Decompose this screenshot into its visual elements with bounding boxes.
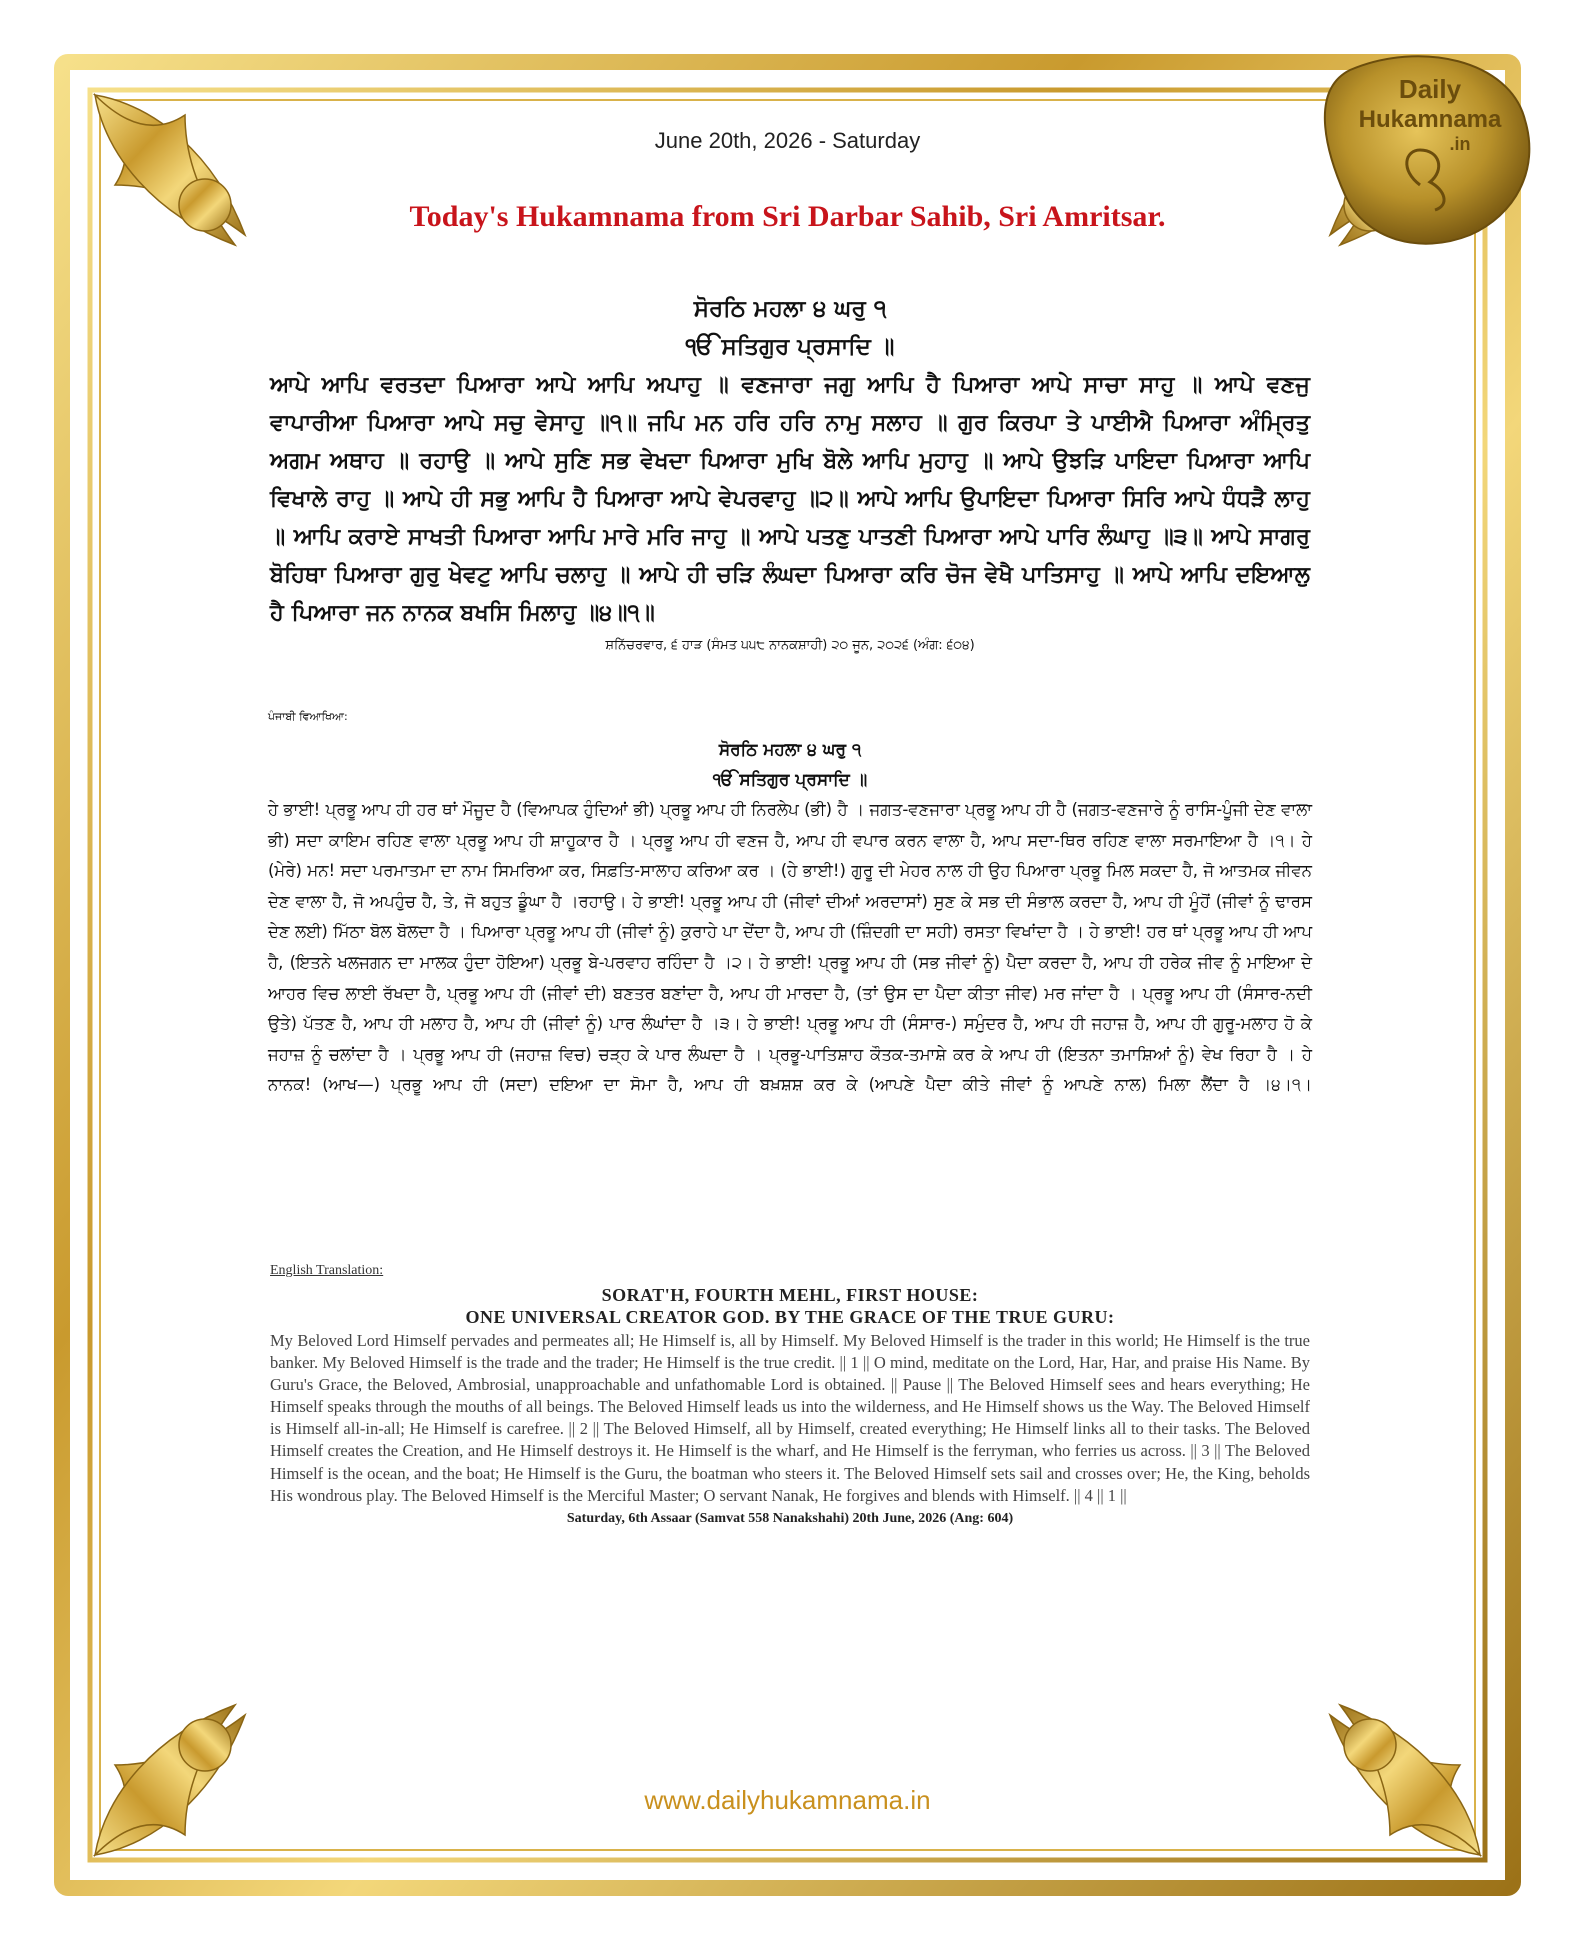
- gurbani-heading-raag: ਸੋਰਠਿ ਮਹਲਾ ੪ ਘਰੁ ੧: [693, 296, 887, 322]
- punjabi-heading-raag: ਸੋਰਠਿ ਮਹਲਾ ੪ ਘਰੁ ੧: [718, 740, 862, 760]
- punjabi-heading-mool: ੴ ਸਤਿਗੁਰ ਪ੍ਰਸਾਦਿ ॥: [712, 770, 868, 790]
- logo-text-in: .in: [1449, 134, 1471, 154]
- english-date-footer: Saturday, 6th Assaar (Samvat 558 Nanakshahi) 20th June, 2026 (Ang: 604): [566, 1510, 1014, 1526]
- punjabi-explanation-label: ਪੰਜਾਬੀ ਵਿਆਖਿਆ:: [268, 710, 348, 723]
- logo-text-daily: Daily: [1398, 74, 1462, 104]
- gurbani-section: [270, 290, 1310, 656]
- english-heading-raag: SORAT'H, FOURTH MEHL, FIRST HOUSE:: [601, 1285, 979, 1305]
- english-translation-text: My Beloved Lord Himself pervades and permeates all; He Himself is, all by Himself. My Beloved Himself is the trader in this world; He Himself is the true banker. My Beloved Himself is the trade and the trader; He Himself is the true credit. || 1 || O mind, meditate on the Lord, Har, Har, and praise His Name. By Guru's Grace, the Beloved, Ambrosial, unapproachable and unfathomable Lord is obtained. || Pause || The Beloved Himself sees and hears everything; He Himself speaks through the mouths of all beings. The Beloved Himself leads us into the wilderness, and He Himself shows us the Way. The Beloved Himself is Himself all-in-all; He Himself is carefree. || 2 || The Beloved Himself, all by Himself, created everything; He Himself links all to their tasks. The Beloved Himself creates the Creation, and He Himself destroys it. He Himself is the wharf, and He Himself is the ferryman, who ferries us across. || 3 || The Beloved Himself is the ocean, and the boat; He Himself is the Guru, the boatman who steers it. The Beloved Himself sets sail and crosses over; He, the King, beholds His wondrous play. The Beloved Himself is the Merciful Master; O servant Nanak, He forgives and blends with Himself. || 4 || 1 ||: [270, 1331, 1310, 1505]
- gurbani-text: ਆਪੇ ਆਪਿ ਵਰਤਦਾ ਪਿਆਰਾ ਆਪੇ ਆਪਿ ਅਪਾਹੁ ॥ ਵਣਜਾਰਾ ਜਗੁ ਆਪਿ ਹੈ ਪਿਆਰਾ ਆਪੇ ਸਾਚਾ ਸਾਹੁ ॥ ਆਪੇ ਵਣਜੁ ਵਾਪਾਰੀਆ ਪਿਆਰਾ ਆਪੇ ਸਚੁ ਵੇਸਾਹੁ ॥੧॥ ਜਪਿ ਮਨ ਹਰਿ ਹਰਿ ਨਾਮੁ ਸਲਾਹ ॥ ਗੁਰ ਕਿਰਪਾ ਤੇ ਪਾਈਐ ਪਿਆਰਾ ਅੰਮ੍ਰਿਤੁ ਅਗਮ ਅਥਾਹ ॥ ਰਹਾਉ ॥ ਆਪੇ ਸੁਣਿ ਸਭ ਵੇਖਦਾ ਪਿਆਰਾ ਮੁਖਿ ਬੋਲੇ ਆਪਿ ਮੁਹਾਹੁ ॥ ਆਪੇ ਉਝੜਿ ਪਾਇਦਾ ਪਿਆਰਾ ਆਪਿ ਵਿਖਾਲੇ ਰਾਹੁ ॥ ਆਪੇ ਹੀ ਸਭੁ ਆਪਿ ਹੈ ਪਿਆਰਾ ਆਪੇ ਵੇਪਰਵਾਹੁ ॥੨॥ ਆਪੇ ਆਪਿ ਉਪਾਇਦਾ ਪਿਆਰਾ ਸਿਰਿ ਆਪੇ ਧੰਧੜੈ ਲਾਹੁ ॥ ਆਪਿ ਕਰਾਏ ਸਾਖਤੀ ਪਿਆਰਾ ਆਪਿ ਮਾਰੇ ਮਰਿ ਜਾਹੁ ॥ ਆਪੇ ਪਤਣੁ ਪਾਤਣੀ ਪਿਆਰਾ ਆਪੇ ਪਾਰਿ ਲੰਘਾਹੁ ॥੩॥ ਆਪੇ ਸਾਗਰੁ ਬੋਹਿਥਾ ਪਿਆਰਾ ਗੁਰੁ ਖੇਵਟੁ ਆਪਿ ਚਲਾਹੁ ॥ ਆਪੇ ਹੀ ਚੜਿ ਲੰਘਦਾ ਪਿਆਰਾ ਕਰਿ ਚੋਜ ਵੇਖੈ ਪਾਤਿਸਾਹੁ ॥ ਆਪੇ ਆਪਿ ਦਇਆਲੁ ਹੈ ਪਿਆਰਾ ਜਨ ਨਾਨਕ ਬਖਸਿ ਮਿਲਾਹੁ ॥੪॥੧॥: [270, 372, 1310, 626]
- date-line: June 20th, 2026 - Saturday: [654, 128, 921, 153]
- page-title: Today's Hukamnama from Sri Darbar Sahib, Sri Amritsar.: [409, 200, 1166, 233]
- english-translation-label: English Translation:: [270, 1263, 384, 1278]
- punjabi-explanation-section: [268, 735, 1312, 1101]
- gurbani-date-footer: ਸ਼ਨਿੱਚਰਵਾਰ, ੬ ਹਾੜ (ਸੰਮਤ ੫੫੮ ਨਾਨਕਸ਼ਾਹੀ) ੨੦ ਜੂਨ, ੨੦੨੬ (ਅੰਗ: ੬੦੪): [605, 638, 975, 653]
- english-translation-section: [270, 1284, 1310, 1529]
- gurbani-heading-mool: ੴ ਸਤਿਗੁਰ ਪ੍ਰਸਾਦਿ ॥: [685, 334, 895, 360]
- punjabi-explanation-text: ਹੇ ਭਾਈ! ਪ੍ਰਭੂ ਆਪ ਹੀ ਹਰ ਥਾਂ ਮੌਜੂਦ ਹੈ (ਵਿਆਪਕ ਹੁੰਦਿਆਂ ਭੀ) ਪ੍ਰਭੂ ਆਪ ਹੀ ਨਿਰਲੇਪ (ਭੀ) ਹੈ । ਜਗਤ-ਵਣਜਾਰਾ ਪ੍ਰਭੂ ਆਪ ਹੀ ਹੈ (ਜਗਤ-ਵਣਜਾਰੇ ਨੂੰ ਰਾਸਿ-ਪੂੰਜੀ ਦੇਣ ਵਾਲਾ ਭੀ) ਸਦਾ ਕਾਇਮ ਰਹਿਣ ਵਾਲਾ ਪ੍ਰਭੂ ਆਪ ਹੀ ਸ਼ਾਹੂਕਾਰ ਹੈ । ਪ੍ਰਭੂ ਆਪ ਹੀ ਵਣਜ ਹੈ, ਆਪ ਹੀ ਵਪਾਰ ਕਰਨ ਵਾਲਾ ਹੈ, ਆਪ ਸਦਾ-ਥਿਰ ਰਹਿਣ ਵਾਲਾ ਸਰਮਾਇਆ ਹੈ ।੧। ਹੇ (ਮੇਰੇ) ਮਨ! ਸਦਾ ਪਰਮਾਤਮਾ ਦਾ ਨਾਮ ਸਿਮਰਿਆ ਕਰ, ਸਿਫ਼ਤਿ-ਸਾਲਾਹ ਕਰਿਆ ਕਰ । (ਹੇ ਭਾਈ!) ਗੁਰੂ ਦੀ ਮੇਹਰ ਨਾਲ ਹੀ ਉਹ ਪਿਆਰਾ ਪ੍ਰਭੂ ਮਿਲ ਸਕਦਾ ਹੈ, ਜੋ ਆਤਮਕ ਜੀਵਨ ਦੇਣ ਵਾਲਾ ਹੈ, ਜੋ ਅਪਹੁੰਚ ਹੈ, ਤੇ, ਜੋ ਬਹੁਤ ਡੂੰਘਾ ਹੈ ।ਰਹਾਉ। ਹੇ ਭਾਈ! ਪ੍ਰਭੂ ਆਪ ਹੀ (ਜੀਵਾਂ ਦੀਆਂ ਅਰਦਾਸਾਂ) ਸੁਣ ਕੇ ਸਭ ਦੀ ਸੰਭਾਲ ਕਰਦਾ ਹੈ, ਆਪ ਹੀ ਮੂੰਹੋਂ (ਜੀਵਾਂ ਨੂੰ ਢਾਰਸ ਦੇਣ ਲਈ) ਮਿੱਠਾ ਬੋਲ ਬੋਲਦਾ ਹੈ । ਪਿਆਰਾ ਪ੍ਰਭੂ ਆਪ ਹੀ (ਜੀਵਾਂ ਨੂੰ) ਕੁਰਾਹੇ ਪਾ ਦੇਂਦਾ ਹੈ, ਆਪ ਹੀ (ਜ਼ਿੰਦਗੀ ਦਾ ਸਹੀ) ਰਸਤਾ ਵਿਖਾਂਦਾ ਹੈ । ਹੇ ਭਾਈ! ਹਰ ਥਾਂ ਪ੍ਰਭੂ ਆਪ ਹੀ ਆਪ ਹੈ, (ਇਤਨੇ ਖਲਜਗਨ ਦਾ ਮਾਲਕ ਹੁੰਦਾ ਹੋਇਆ) ਪ੍ਰਭੂ ਬੇ-ਪਰਵਾਹ ਰਹਿੰਦਾ ਹੈ ।੨। ਹੇ ਭਾਈ! ਪ੍ਰਭੂ ਆਪ ਹੀ (ਸਭ ਜੀਵਾਂ ਨੂੰ) ਪੈਦਾ ਕਰਦਾ ਹੈ, ਆਪ ਹੀ ਹਰੇਕ ਜੀਵ ਨੂੰ ਮਾਇਆ ਦੇ ਆਹਰ ਵਿਚ ਲਾਈ ਰੱਖਦਾ ਹੈ, ਪ੍ਰਭੂ ਆਪ ਹੀ (ਜੀਵਾਂ ਦੀ) ਬਣਤਰ ਬਣਾਂਦਾ ਹੈ, ਆਪ ਹੀ ਮਾਰਦਾ ਹੈ, (ਤਾਂ ਉਸ ਦਾ ਪੈਦਾ ਕੀਤਾ ਜੀਵ) ਮਰ ਜਾਂਦਾ ਹੈ । ਪ੍ਰਭੂ ਆਪ ਹੀ (ਸੰਸਾਰ-ਨਦੀ ਉਤੇ) ਪੱਤਣ ਹੈ, ਆਪ ਹੀ ਮਲਾਹ ਹੈ, ਆਪ ਹੀ (ਜੀਵਾਂ ਨੂੰ) ਪਾਰ ਲੰਘਾਂਦਾ ਹੈ ।੩। ਹੇ ਭਾਈ! ਪ੍ਰਭੂ ਆਪ ਹੀ (ਸੰਸਾਰ-) ਸਮੁੰਦਰ ਹੈ, ਆਪ ਹੀ ਜਹਾਜ਼ ਹੈ, ਆਪ ਹੀ ਗੁਰੂ-ਮਲਾਹ ਹੋ ਕੇ ਜਹਾਜ਼ ਨੂੰ ਚਲਾਂਦਾ ਹੈ । ਪ੍ਰਭੂ ਆਪ ਹੀ (ਜਹਾਜ਼ ਵਿਚ) ਚੜ੍ਹ ਕੇ ਪਾਰ ਲੰਘਦਾ ਹੈ । ਪ੍ਰਭੂ-ਪਾਤਿਸ਼ਾਹ ਕੌਤਕ-ਤਮਾਸ਼ੇ ਕਰ ਕੇ ਆਪ ਹੀ (ਇਤਨਾ ਤਮਾਸ਼ਿਆਂ ਨੂੰ) ਵੇਖ ਰਿਹਾ ਹੈ । ਹੇ ਨਾਨਕ! (ਆਖ—) ਪ੍ਰਭੂ ਆਪ ਹੀ (ਸਦਾ) ਦਇਆ ਦਾ ਸੋਮਾ ਹੈ, ਆਪ ਹੀ ਬਖ਼ਸ਼ਸ਼ ਕਰ ਕੇ (ਆਪਣੇ ਪੈਦਾ ਕੀਤੇ ਜੀਵਾਂ ਨੂੰ ਆਪਣੇ ਨਾਲ) ਮਿਲਾ ਲੈਂਦਾ ਹੈ ।੪।੧।: [268, 800, 1312, 1095]
- website-url[interactable]: www.dailyhukamnama.in: [644, 1785, 931, 1815]
- english-heading-mool: ONE UNIVERSAL CREATOR GOD. BY THE GRACE OF THE TRUE GURU:: [465, 1307, 1115, 1327]
- logo-text-hukamnama: Hukamnama: [1358, 106, 1502, 133]
